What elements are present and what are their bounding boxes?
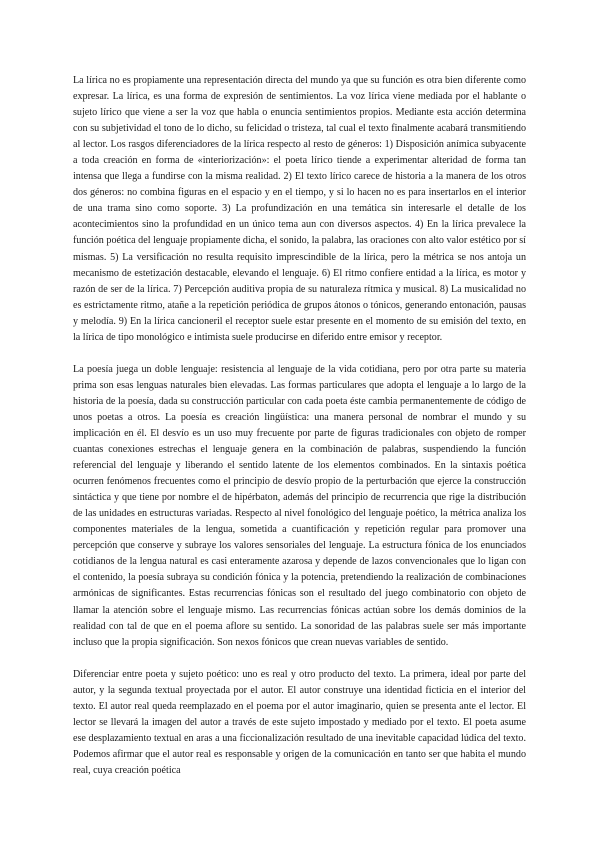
paragraph-poeta-sujeto: Diferenciar entre poeta y sujeto poético: uno es real y otro producto del texto. La primera, ideal por parte del autor, y la segunda textual proyectada por el autor. El autor construye una identidad ficticia en el interior del texto. El autor real queda reemplazado en el poema por el autor imaginario, quien se presenta ante el lector. El lector se llevará la imagen del autor a través de este sujeto impostado y mediado por el texto. El poeta asume ese desplazamiento textual en aras a una ficcionalización resultado de una inevitable capacidad lúdica del texto. Podemos afirmar que el autor real es responsable y origen de la comunicación en tanto ser que habita el mundo real, cuya creación poética bbox=[73, 668, 526, 776]
document-body bbox=[73, 73, 526, 779]
paragraph-poesia-lenguaje: La poesía juega un doble lenguaje: resistencia al lenguaje de la vida cotidiana, pero por otra parte su materia prima son esas lenguas naturales bien elevadas. Las formas particulares que adopta el lenguaje a lo largo de la historia de la poesía, dada su construcción particular con cada poeta éste cambia permanentemente de código de unos poetas a otros. La poesía es creación lingüística: una manera personal de nombrar el mundo y su implicación en él. El desvío es un uso muy frecuente por parte de figuras tradicionales con objeto de romper cuantas conexiones estrechas el lenguaje genera en la combinación de palabras, suspendiendo la función referencial del lenguaje y liberando el sentido latente de los elementos combinados. En la sintaxis poética ocurren fenómenos frecuentes como el principio de desvío propio de la perturbación que ejerce la construcción sintáctica y que tiene por nombre el de hipérbaton, además del principio de recurrencia que rige la distribución de las unidades en estructuras variadas. Respecto al nivel fonológico del lenguaje poético, la métrica analiza los componentes materiales de la lengua, sometida a cuantificación y repetición regular para promover una percepción que conserve y subraye los valores sensoriales del lenguaje. La estructura fónica de los enunciados cotidianos de la lengua natural es casi enteramente azarosa y depende de lazos convencionales que lo ligan con el contenido, la poesía subraya su condición fónica y la potencia, pretendiendo la realización de combinaciones armónicas de significantes. Estas recurrencias fónicas son el resultado del juego combinatorio con objeto de llamar la atención sobre el lenguaje mismo. Las recurrencias fónicas actúan sobre los demás dominios de la realidad con tal de que en el poema aflore su sentido. La sonoridad de las palabras suele ser más importante incluso que la propia significación. Son nexos fónicos que crean nuevas variables de sentido. bbox=[73, 363, 526, 648]
paragraph-lirica: La lírica no es propiamente una representación directa del mundo ya que su función es otra bien diferente como expresar. La lírica, es una forma de expresión de sentimientos. La voz lírica viene mediada por el hablante o sujeto lírico que viene a ser la voz que habla o enuncia sentimientos propios. Mediante esta acción determina con su subjetividad el tono de lo dicho, su felicidad o tristeza, tal cual el texto finalmente acabará transmitiendo al lector. Los rasgos diferenciadores de la lírica respecto al resto de géneros: 1) Disposición anímica subyacente a toda creación en forma de «interiorización»: el poeta lírico tiende a experimentar alteridad de forma tan intensa que llega a fundirse con la misma realidad. 2) El texto lírico carece de historia a la manera de los otros dos géneros: no combina figuras en el espacio y en el tiempo, y si lo hacen no es para insertarlos en el interior de una trama sino como soporte. 3) La profundización en una temática sin interesarle el detalle de los acontecimientos sino la profundidad en un único tema aun con diversos aspectos. 4) En la lírica prevalece la función poética del lenguaje propiamente dicha, el sonido, la palabra, las oraciones con alto valor estético por sí mismas. 5) La versificación no resulta requisito imprescindible de la lírica, pero la métrica se nos antoja un mecanismo de estetización destacable, elevando el lenguaje. 6) El ritmo confiere entidad a la lírica, es motor y razón de ser de la lírica. 7) Percepción auditiva propia de su naturaleza rítmica y musical. 8) La musicalidad no es estrictamente ritmo, atañe a la repetición periódica de grupos átonos o tónicos, generando entonación, pausas y melodía. 9) En la lírica cancioneril el receptor suele estar presente en el momento de su emisión del texto, en la lírica de tipo monológico e intimista suele producirse en diferido entre emisor y receptor. bbox=[73, 75, 526, 343]
